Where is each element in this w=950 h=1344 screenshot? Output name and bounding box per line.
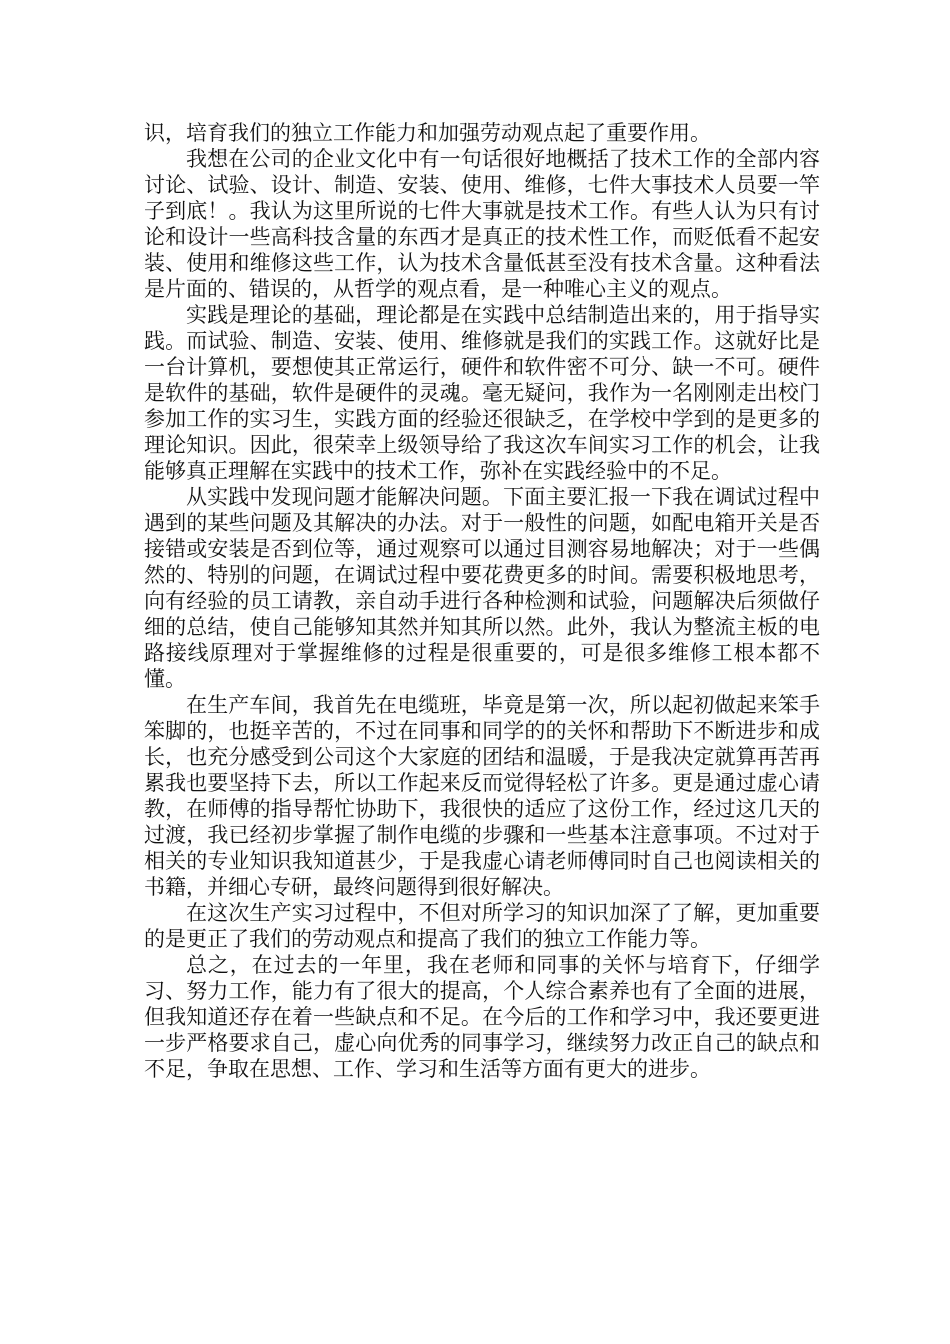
paragraph-production-workshop: 在生产车间，我首先在电缆班，毕竟是第一次，所以起初做起来笨手笨脚的，也挺辛苦的，不过在同事和同学的的关怀和帮助下不断进步和成长，也充分感受到公司这个大家庭的团结和温暖，于是我决定就算再苦再累我也要坚持下去，所以工作起来反而觉得轻松了许多。更是通过虚心请教，在师傅的指导帮忙协助下，我很快的适应了这份工作，经过这几天的过渡，我已经初步掌握了制作电缆的步骤和一些基本注意事项。不过对于相关的专业知识我知道甚少，于是我虚心请老师傅同时自己也阅读相关的书籍，并细心专研，最终问题得到很好解决。 <box>144 693 820 899</box>
paragraph-conclusion: 总之，在过去的一年里，我在老师和同事的关怀与培育下，仔细学习、努力工作，能力有了很大的提高，个人综合素养也有了全面的进展，但我知道还存在着一些缺点和不足。在今后的工作和学习中，我还要更进一步严格要求自己，虚心向优秀的同事学习，继续努力改正自己的缺点和不足，争取在思想、工作、学习和生活等方面有更大的进步。 <box>144 953 820 1081</box>
document-body <box>144 120 820 1082</box>
paragraph-corporate-culture: 我想在公司的企业文化中有一句话很好地概括了技术工作的全部内容讨论、试验、设计、制造、安装、使用、维修，七件大事技术人员要一竿子到底！。我认为这里所说的七件大事就是技术工作。有些人认为只有讨论和设计一些高科技含量的东西才是真正的技术性工作，而贬低看不起安装、使用和维修这些工作，认为技术含量低甚至没有技术含量。这种看法是片面的、错误的，从哲学的观点看，是一种唯心主义的观点。 <box>144 147 820 301</box>
paragraph-internship-gains: 在这次生产实习过程中，不但对所学习的知识加深了了解，更加重要的是更正了我们的劳动观点和提高了我们的独立工作能力等。 <box>144 901 820 951</box>
paragraph-continuation: 识，培育我们的独立工作能力和加强劳动观点起了重要作用。 <box>144 121 711 145</box>
paragraph-practice-theory: 实践是理论的基础，理论都是在实践中总结制造出来的，用于指导实践。而试验、制造、安装、使用、维修就是我们的实践工作。这就好比是一台计算机，要想使其正常运行，硬件和软件密不可分、缺一不可。硬件是软件的基础，软件是硬件的灵魂。毫无疑问，我作为一名刚刚走出校门参加工作的实习生，实践方面的经验还很缺乏，在学校中学到的是更多的理论知识。因此，很荣幸上级领导给了我这次车间实习工作的机会，让我能够真正理解在实践中的技术工作，弥补在实践经验中的不足。 <box>144 303 820 483</box>
paragraph-problem-solving: 从实践中发现问题才能解决问题。下面主要汇报一下我在调试过程中遇到的某些问题及其解决的办法。对于一般性的问题，如配电箱开关是否接错或安装是否到位等，通过观察可以通过目测容易地解决；对于一些偶然的、特别的问题，在调试过程中要花费更多的时间。需要积极地思考，向有经验的员工请教，亲自动手进行各种检测和试验，问题解决后须做仔细的总结，使自己能够知其然并知其所以然。此外，我认为整流主板的电路接线原理对于掌握维修的过程是很重要的，可是很多维修工根本都不懂。 <box>144 485 820 691</box>
